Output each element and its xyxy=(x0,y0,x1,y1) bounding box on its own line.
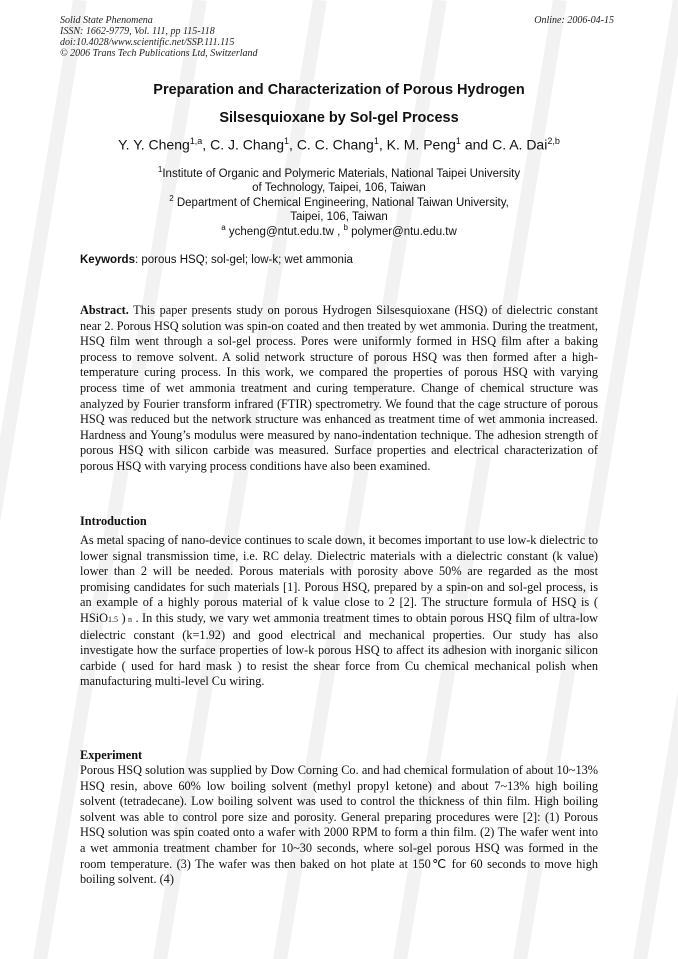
section-heading-introduction: Introduction xyxy=(80,514,147,528)
intro-text: As metal spacing of nano-device continues to scale down, it becomes important to use low-k dielectric to lower signal transmission time, i.e. RC delay. Dielectric materials with a dielectric constant (k value) lower than 2 will be needed. Porous materials with porosity above 50% are regarded as the most promising candidates for such materials [1]. Porous HSQ, prepared by a spin-on and sol-gel process, is an example of a highly porous material of k value close to 2 [2]. The structure formula of HSQ is ( HSiO xyxy=(80,533,598,625)
author-affiliation-sup: 1 xyxy=(455,136,461,146)
paper-title-line1: Preparation and Characterization of Porous Hydrogen xyxy=(153,82,525,98)
experiment-paragraph: Porous HSQ solution was supplied by Dow Corning Co. and had chemical formulation of about 10~13% HSQ resin, above 60% low boiling solvent (methyl propyl ketone) and about 7~13% high boiling solvent (tetradecane). Low boiling solvent was used to control the thickness of thin film. High boiling solvent was able to control pore size and porosity. General preparing procedures were [2]: (1) Porous HSQ solution was spin coated onto a wafer with 2000 RPM to form a thin film. (2) The wafer went into a wet ammonia treatment chamber for 10~30 seconds, where sol-gel porous HSQ was formed in the room temperature. (3) The wafer was then baked on hot plate at 150℃ for 60 seconds to move high boiling solvent. (4) xyxy=(80,763,598,887)
journal-copyright: © 2006 Trans Tech Publications Ltd, Switzerland xyxy=(60,48,258,59)
author-affiliation-sup: 2,b xyxy=(547,136,560,146)
author-name: C. A. Dai xyxy=(492,136,548,153)
email-separator: , xyxy=(333,225,344,238)
author-name: C. C. Chang xyxy=(296,136,374,153)
author-name: Y. Y. Cheng xyxy=(118,136,190,153)
affiliation-1 xyxy=(70,163,608,196)
journal-doi: doi:10.4028/www.scientific.net/SSP.111.115 xyxy=(60,37,235,48)
journal-header xyxy=(60,15,258,59)
author-separator: , xyxy=(378,136,387,153)
online-date: Online: 2006-04-15 xyxy=(534,15,614,26)
introduction-paragraph xyxy=(80,533,598,690)
email-link[interactable]: ycheng@ntut.edu.tw xyxy=(228,225,334,238)
keywords-label: Keywords xyxy=(80,254,135,266)
affiliation-sup: 1 xyxy=(157,165,163,174)
abstract xyxy=(80,303,598,475)
author-list xyxy=(40,136,638,153)
email-link[interactable]: polymer@ntu.edu.tw xyxy=(351,225,457,238)
journal-issn: ISSN: 1662-9779, Vol. 111, pp 115-118 xyxy=(60,26,215,37)
formula-subscript: n xyxy=(125,614,133,624)
intro-text: ) xyxy=(118,610,126,625)
email-sup: a xyxy=(221,223,226,232)
intro-text: . In this study, we vary wet ammonia treatment times to obtain porous HSQ film of ultra-low dielectric constant (k=1.92) and good electrical and mechanical properties. Our study has also investigate how the surface properties of low-k porous HSQ to affect its adhesion with inorganic silicon carbide ( used for hard mask ) to resist the shear force from Cu chemical mechanical polish when manufacturing multi-level Cu wiring. xyxy=(80,610,599,689)
formula-subscript: 1.5 xyxy=(108,614,119,624)
affiliation-text: Taipei, 106, Taiwan xyxy=(290,211,388,224)
affiliation-2 xyxy=(70,192,608,225)
section-heading-experiment: Experiment xyxy=(80,748,143,762)
journal-name: Solid State Phenomena xyxy=(60,15,153,26)
affiliation-text: of Technology, Taipei, 106, Taiwan xyxy=(252,182,426,195)
email-sup: b xyxy=(343,223,348,232)
author-name: C. J. Chang xyxy=(210,136,285,153)
abstract-label: Abstract. xyxy=(80,303,129,317)
abstract-text: This paper presents study on porous Hydrogen Silsesquioxane (HSQ) of dielectric constant near 2. Porous HSQ solution was spin-on coated and then treated by wet ammonia. During the treatment, HSQ film went through a sol-gel process. Pores were uniformly formed in HSQ film after a baking process to remove solvent. A solid network structure of porous HSQ was then formed after a high-temperature curing process. In this work, we compared the properties of porous HSQ with varying process time of wet ammonia treatment and curing temperature. Change of chemical structure was analyzed by Fourier transform infrared (FTIR) spectrometry. We found that the cage structure of porous HSQ was reduced but the network structure was enhanced as treatment time of wet ammonia increased. Hardness and Young’s modulus were measured by nano-indentation technique. The adhesion strength of porous HSQ with silicon carbide was measured. Surface properties and electrical characterization of porous HSQ with varying process conditions have also been examined. xyxy=(80,303,598,473)
author-separator: , xyxy=(289,136,297,153)
author-affiliation-sup: 1,a xyxy=(189,136,203,146)
author-separator: , xyxy=(202,136,211,153)
author-separator: and xyxy=(460,136,493,153)
affiliation-text: Institute of Organic and Polymeric Materials, National Taipei University xyxy=(162,167,521,180)
paper-title-line2: Silsesquioxane by Sol-gel Process xyxy=(219,110,459,126)
keywords xyxy=(80,254,600,266)
author-affiliation-sup: 1 xyxy=(284,136,290,146)
author-emails xyxy=(70,221,608,239)
affiliation-sup: 2 xyxy=(169,194,174,203)
author-affiliation-sup: 1 xyxy=(373,136,379,146)
author-name: K. M. Peng xyxy=(386,136,456,153)
affiliation-text: Department of Chemical Engineering, National Taiwan University, xyxy=(176,196,509,209)
keywords-text: : porous HSQ; sol-gel; low-k; wet ammonia xyxy=(134,254,353,266)
